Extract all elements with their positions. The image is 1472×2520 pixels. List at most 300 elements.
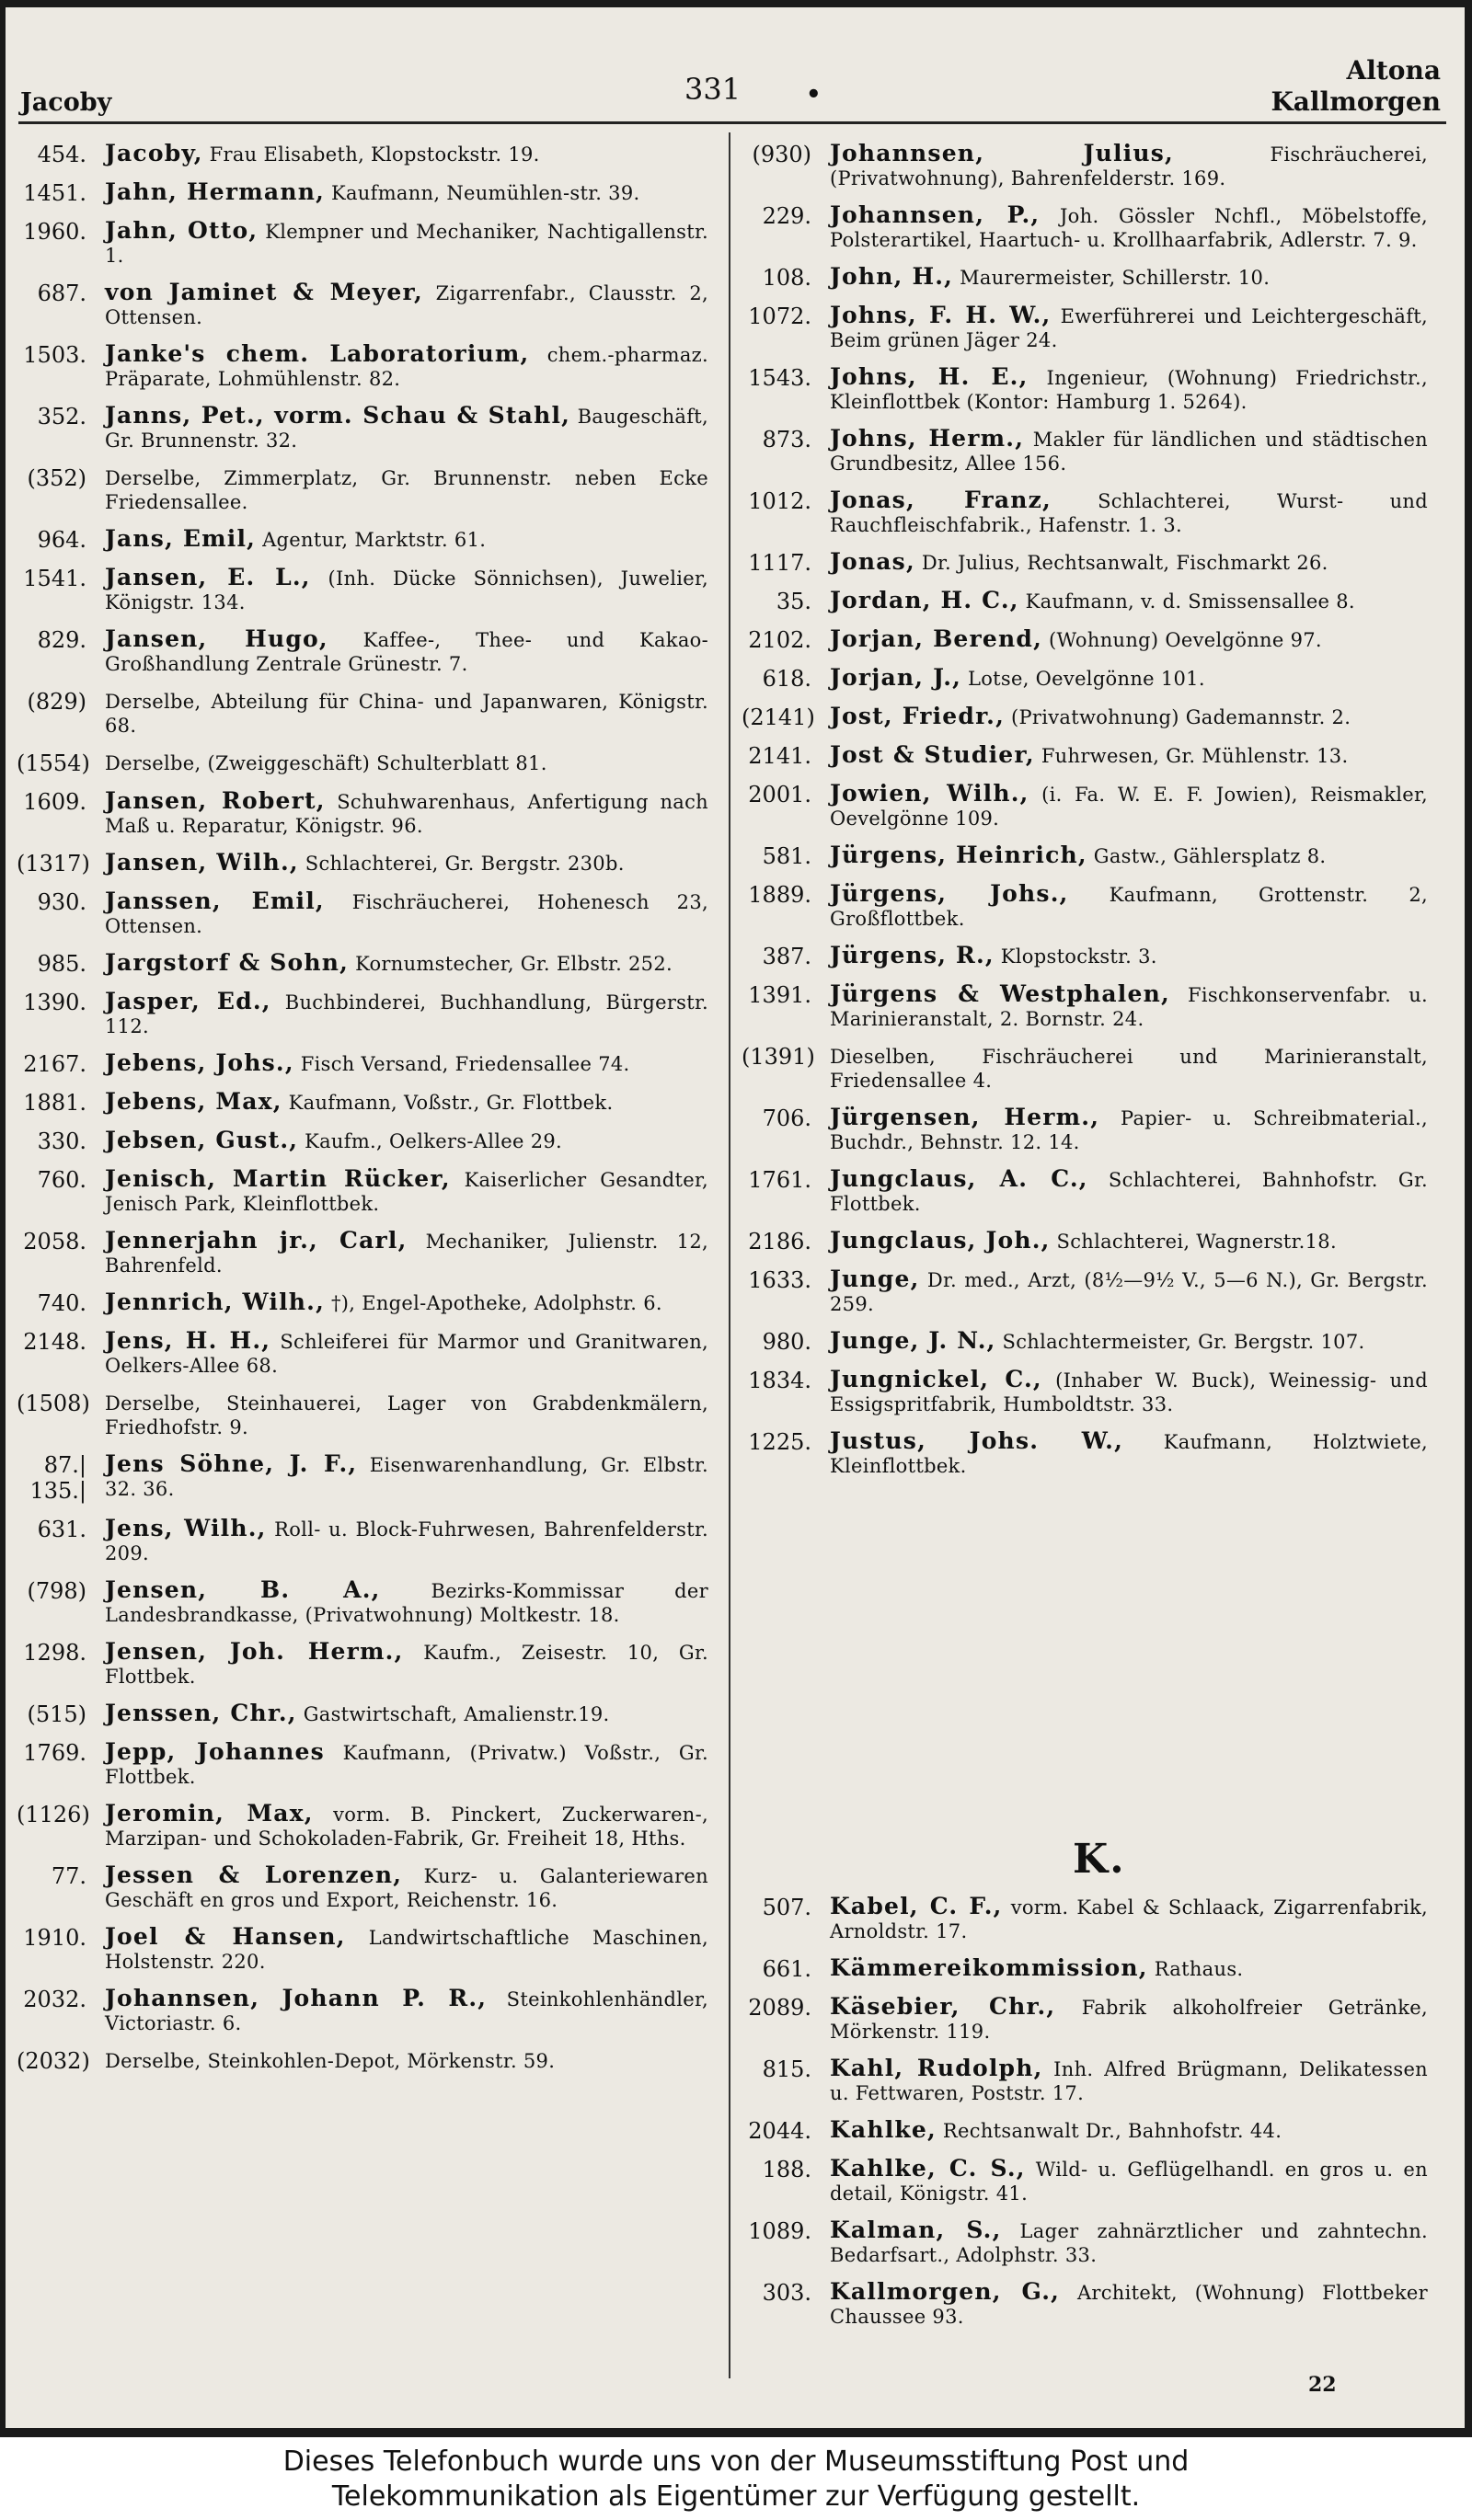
entry-text — [830, 1368, 1428, 1416]
phone-number: (1317) — [17, 851, 90, 876]
directory-entry — [17, 789, 708, 838]
entry-text — [830, 627, 1428, 653]
directory-entry — [742, 1044, 1428, 1093]
entry-text — [105, 1391, 708, 1439]
phone-number: 2001. — [748, 782, 811, 808]
page-header — [6, 44, 1465, 127]
entry-details: Klopstockstr. 3. — [1000, 945, 1157, 968]
entry-details: Joh. Gössler Nchfl., Möbelstoffe, Polsterartikel, Haartuch- u. Krollhaarfabrik, Adlerstr. 7. 9. — [830, 205, 1429, 251]
header-rule — [18, 121, 1446, 124]
entry-details: Kaufmann, Holztwiete, Kleinflottbek. — [830, 1431, 1428, 1477]
entry-details: vorm. B. Pinckert, Zuckerwaren-, Marzipan- und Schokoladen-Fabrik, Gr. Freiheit 18, Hths. — [105, 1804, 708, 1850]
directory-entry — [17, 1229, 708, 1277]
phone-number: 1761. — [748, 1167, 811, 1193]
entry-details: Kaufmann, v. d. Smissensallee 8. — [1025, 590, 1355, 613]
entry-text — [830, 142, 1428, 190]
entry-name: Jansen, E. L., — [105, 564, 311, 590]
entry-name: Joel & Hansen, — [105, 1923, 346, 1950]
entry-details: Derselbe, Zimmerplatz, Gr. Brunnenstr. neben Ecke Friedensallee. — [105, 467, 708, 513]
entry-text — [105, 281, 708, 329]
directory-entry — [742, 1267, 1428, 1316]
entry-name: Justus, Johs. W., — [830, 1427, 1123, 1454]
entry-text — [105, 1167, 708, 1216]
directory-entry — [742, 1368, 1428, 1416]
directory-entry — [742, 666, 1428, 692]
entry-text — [105, 1329, 708, 1378]
entry-details: chem.-pharmaz. Präparate, Lohmühlenstr. 82. — [105, 344, 708, 390]
entry-details: Eisenwarenhandlung, Gr. Elbstr. 32. 36. — [105, 1454, 708, 1500]
entry-details: Schlachterei, Gr. Bergstr. 230b. — [305, 853, 625, 875]
phone-number: 2102. — [748, 627, 811, 653]
phone-number: (2141) — [742, 704, 815, 730]
entry-text — [105, 142, 708, 167]
phone-number: 1834. — [748, 1368, 811, 1393]
entry-details: Kurz- u. Galanteriewaren Geschäft en gros und Export, Reichenstr. 16. — [105, 1865, 708, 1911]
entry-name: Johns, Herm., — [830, 425, 1025, 452]
entry-text — [105, 1863, 708, 1912]
entry-details: Klempner und Mechaniker, Nachtigallenstr. 1. — [105, 221, 708, 267]
entry-text — [830, 304, 1428, 352]
entry-name: Jessen & Lorenzen, — [105, 1861, 403, 1888]
entry-name: Kallmorgen, G., — [830, 2278, 1061, 2305]
phone-number: 687. — [37, 281, 86, 306]
entry-name: Kabel, C. F., — [830, 1893, 1003, 1919]
directory-entry — [17, 1578, 708, 1627]
phone-number: (352) — [27, 465, 86, 491]
phone-number: 1298. — [23, 1640, 86, 1666]
phone-number: 740. — [37, 1290, 86, 1316]
phone-number: 1609. — [23, 789, 86, 815]
entry-text — [830, 882, 1428, 931]
page-number: 331 — [684, 72, 742, 107]
entry-details: Wild- u. Geflügelhandl. en gros u. en detail, Königstr. 41. — [830, 2159, 1428, 2205]
phone-number: 930. — [37, 889, 86, 915]
directory-entry — [17, 1802, 708, 1850]
entry-details: Kaufm., Oelkers-Allee 29. — [305, 1130, 563, 1152]
entry-name: Jasper, Ed., — [105, 988, 271, 1014]
entry-text — [105, 1128, 708, 1154]
entry-text — [830, 1044, 1428, 1093]
header-last-name: Kallmorgen — [1271, 86, 1441, 117]
phone-number: (829) — [27, 689, 86, 715]
entry-text — [830, 1167, 1428, 1216]
directory-entry — [17, 342, 708, 391]
entry-details: (Wohnung) Oevelgönne 97. — [1048, 629, 1322, 651]
entry-details: vorm. Kabel & Schlaack, Zigarrenfabrik, Arnoldstr. 17. — [830, 1896, 1428, 1942]
entry-details: Schuhwarenhaus, Anfertigung nach Maß u. Reparatur, Königstr. 96. — [105, 791, 708, 837]
phone-number: 1117. — [748, 550, 811, 576]
entry-name: Jungclaus, Joh., — [830, 1227, 1051, 1254]
entry-text — [830, 203, 1428, 252]
directory-entry — [17, 1452, 708, 1504]
entry-name: Janns, Pet., vorm. Schau & Stahl, — [105, 402, 571, 429]
entry-details: Fuhrwesen, Gr. Mühlenstr. 13. — [1041, 745, 1349, 767]
phone-number: 1451. — [23, 180, 86, 206]
directory-entry — [17, 1391, 708, 1439]
left-column — [17, 142, 708, 2087]
entry-text — [105, 1701, 708, 1727]
entry-text — [105, 465, 708, 514]
entry-text — [105, 627, 708, 676]
directory-entry — [17, 2048, 708, 2074]
directory-entry — [17, 1090, 708, 1116]
entry-text — [830, 2118, 1428, 2144]
entry-details: Baugeschäft, Gr. Brunnenstr. 32. — [105, 406, 708, 452]
entry-name: Jebsen, Gust., — [105, 1127, 299, 1153]
phone-number: 1881. — [23, 1090, 86, 1116]
entry-details: Rathaus. — [1154, 1958, 1244, 1980]
entry-text — [830, 488, 1428, 537]
phone-number: 454. — [37, 142, 86, 167]
entry-name: Johns, F. H. W., — [830, 302, 1052, 328]
phone-number: 618. — [762, 666, 811, 692]
entry-details: Fabrik alkoholfreier Getränke, Mörkenstr. 119. — [830, 1997, 1428, 2043]
footer-notice — [0, 2437, 1472, 2520]
directory-entry — [742, 203, 1428, 252]
phone-number: 1225. — [748, 1429, 811, 1455]
entry-text — [830, 1267, 1428, 1316]
directory-entry — [742, 1956, 1428, 1982]
entry-text — [105, 1987, 708, 2035]
entry-text — [105, 1802, 708, 1850]
phone-number: 108. — [762, 265, 811, 291]
entry-details: Kaufmann, Neumühlen-str. 39. — [330, 182, 640, 204]
phone-number: (515) — [27, 1701, 86, 1727]
entry-details: Makler für ländlichen und städtischen Grundbesitz, Allee 156. — [830, 429, 1428, 475]
directory-entry — [17, 1740, 708, 1789]
directory-entry — [17, 180, 708, 206]
phone-number: 77. — [51, 1863, 86, 1889]
directory-entry — [742, 944, 1428, 969]
entry-name: Jennerjahn jr., Carl, — [105, 1227, 408, 1254]
phone-number: 1541. — [23, 566, 86, 591]
entry-details: Roll- u. Block-Fuhrwesen, Bahrenfelderstr. 209. — [105, 1518, 708, 1564]
entry-name: Jebens, Johs., — [105, 1049, 294, 1076]
entry-name: Jepp, Johannes — [105, 1738, 325, 1765]
directory-entry — [17, 1128, 708, 1154]
footer-line-1: Dieses Telefonbuch wurde uns von der Museumsstiftung Post und — [282, 2446, 1190, 2478]
entry-details: Kaufmann, Grottenstr. 2, Großflottbek. — [830, 884, 1428, 930]
directory-entry — [17, 851, 708, 876]
entry-name: Jensen, Joh. Herm., — [105, 1638, 404, 1665]
entry-details: Frau Elisabeth, Klopstockstr. 19. — [209, 143, 540, 166]
phone-number: 1960. — [23, 219, 86, 245]
directory-entry — [17, 951, 708, 977]
entry-details: Zigarrenfabr., Clausstr. 2, Ottensen. — [105, 282, 708, 328]
phone-number: 229. — [762, 203, 811, 229]
directory-entry — [17, 889, 708, 938]
k-section-column — [742, 1895, 1428, 2342]
entry-name: Jensen, B. A., — [105, 1576, 381, 1603]
entry-name: Jansen, Wilh., — [105, 849, 299, 876]
directory-entry — [17, 219, 708, 268]
entry-name: Jorjan, J., — [830, 664, 961, 691]
entry-details: Inh. Alfred Brügmann, Delikatessen u. Fettwaren, Poststr. 17. — [830, 2058, 1428, 2104]
phone-number: 661. — [762, 1956, 811, 1982]
phone-number: 1089. — [748, 2218, 811, 2244]
entry-text — [830, 550, 1428, 576]
entry-name: Jost & Studier, — [830, 741, 1035, 768]
phone-number: 1391. — [748, 982, 811, 1008]
entry-details: Kornumstecher, Gr. Elbstr. 252. — [355, 953, 673, 975]
entry-name: Jansen, Hugo, — [105, 625, 328, 652]
directory-entry — [742, 1167, 1428, 1216]
entry-name: John, H., — [830, 263, 954, 290]
entry-details: Fischkonservenfabr. u. Marinieranstalt, 2. Bornstr. 24. — [830, 984, 1429, 1030]
entry-text — [105, 1740, 708, 1789]
entry-text — [105, 951, 708, 977]
entry-name: Kalman, S., — [830, 2216, 1002, 2243]
phone-number: 631. — [37, 1517, 86, 1542]
phone-number: 2167. — [23, 1051, 86, 1077]
directory-entry — [742, 1895, 1428, 1943]
entry-name: Jebens, Max, — [105, 1088, 282, 1115]
entry-details: Landwirtschaftliche Maschinen, Holstenstr. 220. — [105, 1927, 708, 1973]
entry-text — [830, 2157, 1428, 2205]
entry-text — [105, 1517, 708, 1565]
entry-text — [105, 342, 708, 391]
entry-text — [830, 982, 1428, 1031]
entry-details: Ewerführerei und Leichtergeschäft, Beim grünen Jäger 24. — [830, 305, 1428, 351]
entry-text — [830, 2056, 1428, 2105]
directory-entry — [17, 1925, 708, 1974]
entry-details: (Privatwohnung) Gademannstr. 2. — [1010, 706, 1351, 728]
phone-number: 188. — [762, 2157, 811, 2182]
entry-text — [105, 1452, 708, 1504]
entry-details: Schleiferei für Marmor und Granitwaren, Oelkers-Allee 68. — [105, 1331, 708, 1377]
phone-number: 1769. — [23, 1740, 86, 1766]
entry-text — [830, 843, 1428, 869]
directory-entry — [17, 142, 708, 167]
entry-name: Jeromin, Max, — [105, 1800, 314, 1827]
directory-entry — [17, 1517, 708, 1565]
entry-name: Jahn, Otto, — [105, 217, 259, 244]
entry-details: †), Engel-Apotheke, Adolphstr. 6. — [330, 1292, 662, 1314]
directory-entry — [17, 527, 708, 553]
phone-number: 2058. — [23, 1229, 86, 1254]
entry-name: Jonas, — [830, 548, 915, 575]
entry-text — [105, 1090, 708, 1116]
phone-number: (1391) — [742, 1044, 815, 1070]
directory-entry — [742, 265, 1428, 291]
entry-text — [105, 404, 708, 452]
entry-text — [830, 1995, 1428, 2044]
directory-entry — [17, 1701, 708, 1727]
entry-name: Junge, J. N., — [830, 1327, 996, 1354]
entry-name: Jürgens, Heinrich, — [830, 842, 1087, 868]
entry-details: Bezirks-Kommissar der Landesbrandkasse, (Privatwohnung) Moltkestr. 18. — [105, 1580, 708, 1626]
entry-text — [105, 789, 708, 838]
entry-name: Jungnickel, C., — [830, 1366, 1042, 1392]
entry-name: Johannsen, P., — [830, 201, 1041, 228]
entry-details: Derselbe, (Zweiggeschäft) Schulterblatt 81. — [105, 752, 547, 774]
phone-number: 964. — [37, 527, 86, 553]
entry-details: Derselbe, Steinhauerei, Lager von Grabdenkmälern, Friedhofstr. 9. — [105, 1392, 708, 1438]
entry-text — [830, 1956, 1428, 1982]
phone-number: (930) — [752, 142, 811, 167]
phone-number: 1503. — [23, 342, 86, 368]
phone-number: 2089. — [748, 1995, 811, 2021]
directory-entry — [742, 882, 1428, 931]
entry-details: Lager zahnärztlicher und zahntechn. Bedarfsart., Adolphstr. 33. — [830, 2220, 1428, 2266]
header-city: Altona — [1346, 55, 1441, 86]
entry-name: Jonas, Franz, — [830, 487, 1052, 513]
directory-entry — [17, 1051, 708, 1077]
entry-name: Jans, Emil, — [105, 525, 257, 552]
phone-number: 1543. — [748, 365, 811, 391]
entry-text — [830, 589, 1428, 614]
entry-text — [830, 2218, 1428, 2267]
entry-name: Kahlke, — [830, 2116, 937, 2143]
entry-name: Kämmereikommission, — [830, 1954, 1148, 1981]
entry-name: Jenisch, Martin Rücker, — [105, 1165, 451, 1192]
entry-details: Ingenieur, (Wohnung) Friedrichstr., Kleinflottbek (Kontor: Hamburg 1. 5264). — [830, 367, 1428, 413]
entry-details: Dieselben, Fischräucherei und Marinieranstalt, Friedensallee 4. — [830, 1046, 1428, 1092]
entry-name: Jens, Wilh., — [105, 1515, 267, 1541]
entry-name: Janke's chem. Laboratorium, — [105, 340, 530, 367]
phone-number: 2141. — [748, 743, 811, 769]
phone-number: 581. — [762, 843, 811, 869]
phone-number: 330. — [37, 1128, 86, 1154]
entry-name: Jansen, Robert, — [105, 787, 326, 814]
entry-text — [830, 704, 1428, 730]
entry-name: Jürgens, R., — [830, 942, 995, 968]
phone-number: 1633. — [748, 1267, 811, 1293]
entry-details: Papier- u. Schreibmaterial., Buchdr., Behnstr. 12. 14. — [830, 1107, 1428, 1153]
entry-details: Mechaniker, Julienstr. 12, Bahrenfeld. — [105, 1231, 708, 1277]
entry-details: Agentur, Marktstr. 61. — [262, 529, 487, 551]
entry-details: Schlachterei, Wurst- und Rauchfleischfabrik., Hafenstr. 1. 3. — [830, 490, 1428, 536]
entry-text — [105, 180, 708, 206]
directory-entry — [742, 2118, 1428, 2144]
header-first-name: Jacoby — [20, 88, 112, 117]
entry-text — [105, 990, 708, 1038]
entry-details: Kaufmann, (Privatw.) Voßstr., Gr. Flottbek. — [105, 1742, 709, 1788]
entry-details: Derselbe, Steinkohlen-Depot, Mörkenstr. 59. — [105, 2050, 556, 2072]
entry-text — [830, 2280, 1428, 2329]
entry-name: Kahlke, C. S., — [830, 2155, 1026, 2182]
phone-number: 2186. — [748, 1229, 811, 1254]
directory-entry — [17, 689, 708, 738]
entry-text — [105, 219, 708, 268]
entry-name: Käsebier, Chr., — [830, 1993, 1056, 2020]
entry-name: Junge, — [830, 1266, 920, 1292]
entry-text — [105, 527, 708, 553]
entry-details: Kaufmann, Voßstr., Gr. Flottbek. — [288, 1092, 614, 1114]
entry-details: Lotse, Oevelgönne 101. — [967, 668, 1205, 690]
directory-entry — [17, 750, 708, 776]
directory-entry — [742, 2157, 1428, 2205]
entry-details: Kaiserlicher Gesandter, Jenisch Park, Kleinflottbek. — [105, 1169, 708, 1215]
entry-details: Gastwirtschaft, Amalienstr.19. — [303, 1703, 610, 1725]
directory-entry — [742, 304, 1428, 352]
entry-text — [105, 566, 708, 614]
phone-number: 352. — [37, 404, 86, 430]
directory-entry — [17, 404, 708, 452]
entry-text — [105, 1925, 708, 1974]
entry-details: Maurermeister, Schillerstr. 10. — [960, 267, 1271, 289]
entry-name: Johannsen, Julius, — [830, 140, 1174, 166]
entry-text — [830, 1895, 1428, 1943]
entry-details: (Inh. Dücke Sönnichsen), Juwelier, Königstr. 134. — [105, 567, 708, 613]
header-dot: • — [806, 81, 822, 109]
directory-page — [6, 7, 1465, 2428]
entry-name: Jowien, Wilh., — [830, 780, 1029, 807]
section-heading-k: K. — [1073, 1836, 1126, 1883]
entry-name: Jenssen, Chr., — [105, 1700, 297, 1726]
entry-name: Jorjan, Berend, — [830, 625, 1042, 652]
entry-details: Steinkohlenhändler, Victoriastr. 6. — [105, 1988, 708, 2034]
phone-number: (1554) — [17, 750, 90, 776]
directory-entry — [742, 1329, 1428, 1355]
directory-entry — [742, 782, 1428, 830]
phone-number: (798) — [27, 1578, 86, 1604]
phone-number: 87.| 135.| — [29, 1452, 86, 1504]
phone-number: 829. — [37, 627, 86, 653]
phone-number: (1508) — [17, 1391, 90, 1416]
entry-name: Jacoby, — [105, 140, 203, 166]
directory-entry — [742, 1229, 1428, 1254]
entry-name: Jürgens & Westphalen, — [830, 980, 1170, 1007]
entry-text — [105, 1229, 708, 1277]
entry-name: Kahl, Rudolph, — [830, 2055, 1043, 2081]
phone-number: 2032. — [23, 1987, 86, 2012]
directory-entry — [742, 704, 1428, 730]
phone-number: (1126) — [17, 1802, 90, 1827]
entry-details: Gastw., Gählersplatz 8. — [1093, 845, 1327, 867]
phone-number: 985. — [37, 951, 86, 977]
entry-name: Jennrich, Wilh., — [105, 1289, 325, 1315]
entry-text — [105, 1051, 708, 1077]
directory-entry — [17, 566, 708, 614]
entry-text — [830, 944, 1428, 969]
column-divider — [729, 132, 730, 2378]
header-right — [1271, 55, 1441, 118]
entry-name: Jürgensen, Herm., — [830, 1104, 1100, 1130]
entry-details: Buchbinderei, Buchhandlung, Bürgerstr. 112. — [105, 991, 708, 1037]
entry-text — [105, 1640, 708, 1689]
entry-text — [105, 1290, 708, 1316]
entry-text — [105, 2048, 708, 2074]
directory-entry — [742, 1105, 1428, 1154]
entry-details: Fisch Versand, Friedensallee 74. — [300, 1053, 630, 1075]
phone-number: 303. — [762, 2280, 811, 2306]
entry-name: Jürgens, Johs., — [830, 880, 1069, 907]
phone-number: 2148. — [23, 1329, 86, 1355]
directory-entry — [742, 2280, 1428, 2329]
entry-name: Jungclaus, A. C., — [830, 1165, 1088, 1192]
entry-text — [830, 743, 1428, 769]
directory-entry — [742, 589, 1428, 614]
directory-entry — [742, 550, 1428, 576]
directory-entry — [742, 427, 1428, 475]
entry-details: Fischräucherei, (Privatwohnung), Bahrenfelderstr. 169. — [830, 143, 1428, 189]
entry-name: Johns, H. E., — [830, 363, 1029, 390]
entry-name: Jens, H. H., — [105, 1327, 271, 1354]
entry-details: Schlachterei, Wagnerstr.18. — [1056, 1231, 1337, 1253]
entry-text — [105, 851, 708, 876]
directory-entry — [17, 627, 708, 676]
directory-entry — [742, 982, 1428, 1031]
phone-number: 1889. — [748, 882, 811, 908]
phone-number: 1390. — [23, 990, 86, 1015]
directory-entry — [17, 1863, 708, 1912]
directory-entry — [742, 743, 1428, 769]
entry-details: Architekt, (Wohnung) Flottbeker Chaussee 93. — [830, 2282, 1428, 2328]
entry-text — [830, 1429, 1428, 1478]
phone-number: 760. — [37, 1167, 86, 1193]
directory-entry — [742, 488, 1428, 537]
